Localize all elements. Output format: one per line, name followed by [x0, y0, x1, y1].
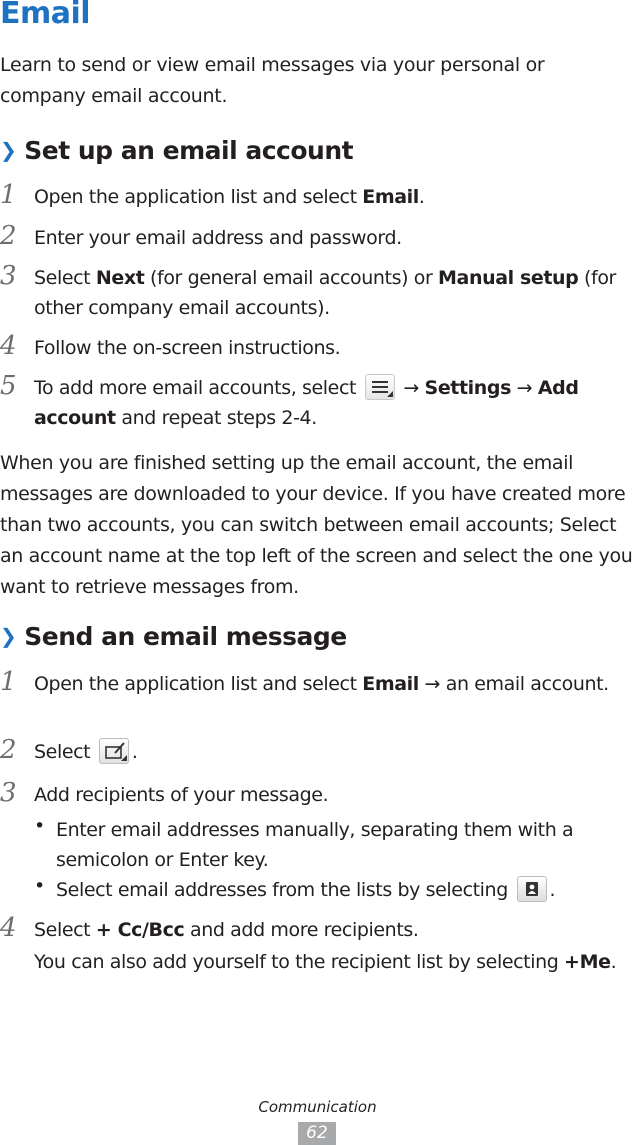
step-number: 1	[0, 180, 17, 210]
chevron-right-icon: ❯	[0, 624, 17, 648]
step-number: 4	[0, 331, 17, 361]
step-text: Enter your email address and password.	[34, 227, 402, 249]
section-heading-send: ❯ Send an email message	[0, 622, 347, 651]
page-title: Email	[0, 0, 91, 31]
step-number: 5	[0, 371, 17, 401]
step-number: 4	[0, 913, 17, 943]
step-text: Select .	[34, 737, 635, 767]
step-text: Follow the on-screen instructions.	[34, 337, 341, 359]
bullet-text: Enter email addresses manually, separating them with a semicolon or Enter key.	[56, 819, 574, 871]
step-text: Select Next (for general email accounts) or Manual setup (for other company email accounts).	[34, 267, 616, 319]
step-number: 2	[0, 735, 17, 765]
step-text: Select + Cc/Bcc and add more recipients.	[34, 919, 419, 941]
contacts-icon	[517, 876, 547, 902]
chevron-right-icon: ❯	[0, 138, 17, 162]
step-number: 3	[0, 261, 17, 291]
step-text: To add more email accounts, select → Settings → Add account and repeat steps 2-4.	[34, 373, 635, 433]
step-text: Open the application list and select Email → an email account.	[34, 673, 609, 695]
step-text: Open the application list and select Email.	[34, 186, 425, 208]
step-number: 2	[0, 221, 17, 251]
send-sub-note: You can also add yourself to the recipient list by selecting +Me.	[34, 951, 617, 973]
page-number-badge: 62	[298, 1122, 336, 1145]
bullet-text: Select email addresses from the lists by selecting .	[56, 875, 635, 905]
compose-icon	[99, 738, 129, 764]
step-text: Add recipients of your message.	[34, 784, 329, 806]
footer-section-label: Communication	[258, 1098, 377, 1116]
step-number: 1	[0, 667, 17, 697]
setup-note: When you are finished setting up the email account, the email messages are downloaded to your device. If you have created more than two accounts, you can switch between email accounts; Select an account name at the top left of the screen and select the one you want to retrieve messages from.	[0, 452, 633, 598]
step-number: 3	[0, 778, 17, 808]
menu-icon	[365, 374, 395, 400]
intro-text: Learn to send or view email messages via your personal or company email account.	[0, 54, 545, 107]
section-heading-setup: ❯ Set up an email account	[0, 136, 354, 165]
